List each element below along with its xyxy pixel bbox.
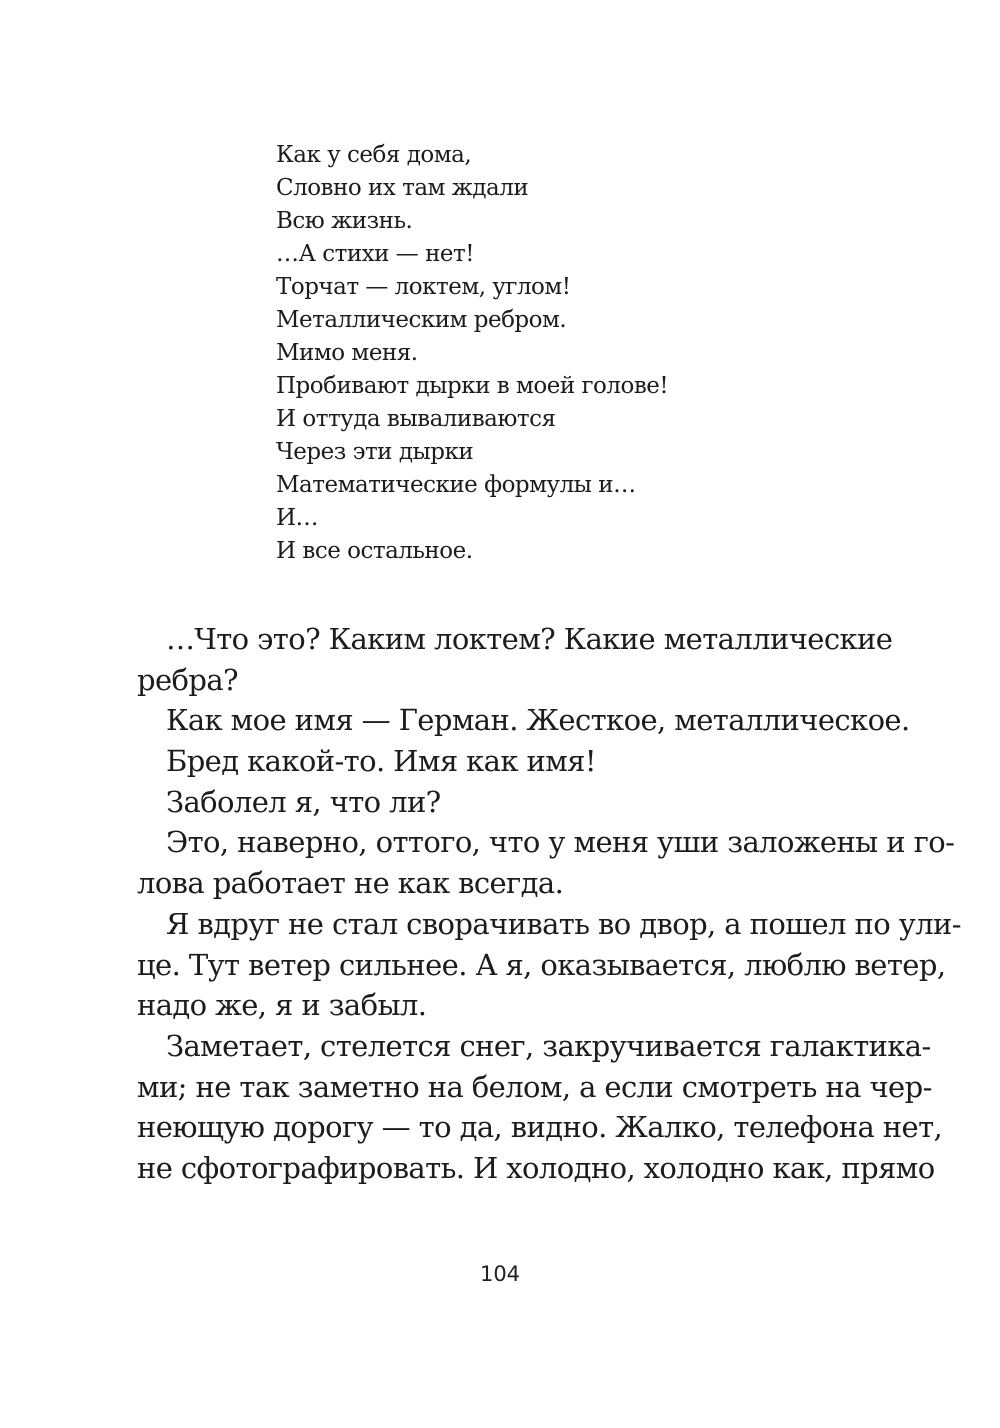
prose-line: ребра? <box>137 662 238 697</box>
poem-line: И оттуда вываливаются <box>276 406 556 432</box>
poem-line: И все остальное. <box>276 538 473 564</box>
poem-block <box>276 139 876 568</box>
prose-line: неющую дорогу — то да, видно. Жалко, телефона нет, <box>137 1110 943 1145</box>
poem-line: Торчат — локтем, углом! <box>276 274 571 300</box>
prose-line: …Что это? Каким локтем? Какие металлические <box>166 622 893 656</box>
prose-line: Я вдруг не стал сворачивать во двор, а пошел по ули- <box>166 906 961 941</box>
poem-line: Мимо меня. <box>276 340 418 366</box>
prose-line: ми; не так заметно на белом, а если смотреть на чер- <box>137 1069 932 1104</box>
poem-line: Как у себя дома, <box>276 142 472 168</box>
prose-line: Заболел я, что ли? <box>166 784 441 819</box>
prose-line: це. Тут ветер сильнее. А я, оказывается, люблю ветер, <box>137 947 946 982</box>
prose-line: Бред какой-то. Имя как имя! <box>166 744 596 779</box>
prose-line: Как мое имя — Герман. Жесткое, металлическое. <box>166 703 910 738</box>
poem-line: Словно их там ждали <box>276 175 529 201</box>
prose-line: лова работает не как всегда. <box>137 866 564 901</box>
prose-line: Заметает, стелется снег, закручивается галактика- <box>166 1028 931 1063</box>
poem-line: Через эти дырки <box>276 439 474 465</box>
page-number: 104 <box>479 1262 521 1286</box>
poem-line: Математические формулы и… <box>276 472 636 498</box>
poem-line: И… <box>276 505 319 531</box>
poem-line: …А стихи — нет! <box>276 241 474 267</box>
prose-line: не сфотографировать. И холодно, холодно как, прямо <box>137 1150 935 1185</box>
prose-line: Это, наверно, оттого, что у меня уши заложены и го- <box>166 825 955 860</box>
prose-block <box>137 619 961 1189</box>
poem-line: Металлическим ребром. <box>276 307 567 333</box>
poem-line: Пробивают дырки в моей голове! <box>276 373 669 399</box>
poem-line: Всю жизнь. <box>276 208 413 234</box>
prose-line: надо же, я и забыл. <box>137 988 427 1023</box>
